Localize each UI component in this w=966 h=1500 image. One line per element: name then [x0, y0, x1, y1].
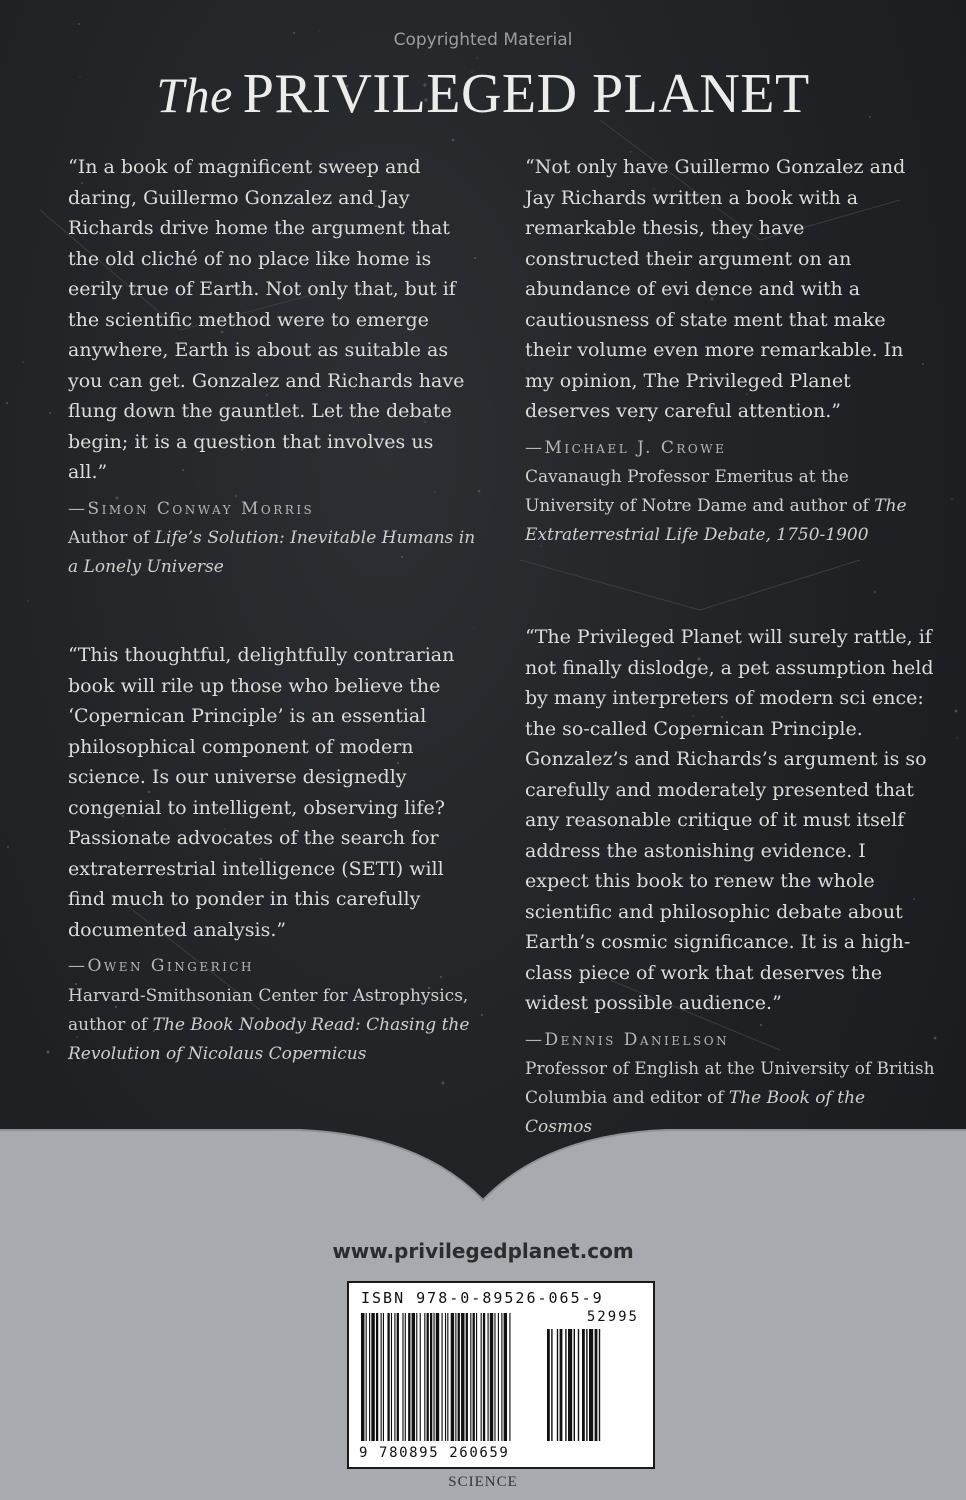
blurb-author: —Owen Gingerich: [68, 956, 255, 976]
barcode-bar: [376, 1313, 378, 1441]
barcode-bar: [447, 1313, 448, 1441]
barcode-bar: [381, 1313, 382, 1441]
barcode-bar: [494, 1313, 495, 1441]
blurb-gingerich: [68, 640, 478, 1069]
blurb-quote: “The Privileged Planet will surely rattle, if not finally dislodge, a pet assumption held by many interpreters of modern sci ence: the so-called Copernican Principle. Gonzalez’s and Richards’s argument is so carefully and moderately presented that any reasonable critique of it must itself address the astonishing evidence. I expect this book to renew the whole scientific and philosophic debate about Earth’s cosmic significance. It is a high-class piece of work that deserves the widest possible audience.”: [525, 626, 934, 1014]
barcode-bar: [397, 1313, 399, 1441]
price-bar: [565, 1329, 566, 1441]
barcode-bar: [445, 1313, 446, 1441]
price-bar: [557, 1329, 558, 1441]
barcode-bar: [442, 1313, 443, 1441]
barcode-bar: [433, 1313, 434, 1441]
barcode-bar: [466, 1313, 468, 1441]
blurb-quote: “Not only have Guillermo Gonzalez and Jay Richards written a book with a remarkable thesis, they have constructed their argument on an abundance of evi dence and with a cautiousness of state ment that make their volume even more remarkable. In my opinion, The Privileged Planet deserves very careful attention.”: [525, 156, 906, 422]
barcode-bar: [394, 1313, 395, 1441]
barcode-bar: [391, 1313, 392, 1441]
barcode-bar: [402, 1313, 403, 1441]
barcode-bar: [405, 1313, 406, 1441]
barcode-bar: [481, 1313, 482, 1441]
book-title-main: PRIVILEGED PLANET: [242, 63, 810, 125]
blurb-attribution: Author of Life’s Solution: Inevitable Humans in a Lonely Universe: [68, 528, 476, 577]
barcode-bars: [349, 1283, 653, 1467]
price-bar: [578, 1329, 579, 1441]
barcode-bar: [458, 1313, 460, 1441]
barcode-bar: [436, 1313, 439, 1441]
barcode-bar: [383, 1313, 384, 1441]
price-bar: [560, 1329, 563, 1441]
isbn-barcode: [347, 1281, 655, 1469]
barcode-bar: [470, 1313, 471, 1441]
blurb-danielson: [525, 622, 935, 1142]
barcode-bar: [509, 1313, 510, 1441]
website-url[interactable]: www.privilegedplanet.com: [332, 1239, 634, 1263]
barcode-bar: [476, 1313, 477, 1441]
barcode-bar: [387, 1313, 389, 1441]
barcode-bar: [369, 1313, 370, 1441]
barcode-bar: [461, 1313, 464, 1441]
publisher-mark: SCIENCE: [448, 1474, 518, 1490]
blurb-author: —Simon Conway Morris: [68, 498, 315, 519]
barcode-bar: [504, 1313, 507, 1441]
blurb-crowe: [525, 152, 925, 550]
barcode-bar: [501, 1313, 502, 1441]
blurb-attribution: Cavanaugh Professor Emeritus at the University of Notre Dame and author of The Extraterrestrial Life Debate, 1750-1900: [525, 467, 907, 545]
barcode-bar: [483, 1313, 485, 1441]
copyright-watermark: Copyrighted Material: [393, 30, 573, 50]
price-bar: [595, 1329, 598, 1441]
barcode-bar: [427, 1313, 429, 1441]
barcode-bar: [424, 1313, 425, 1441]
price-bar: [547, 1329, 550, 1441]
blurb-author: —Dennis Danielson: [525, 1029, 730, 1050]
blurb-conway-morris: [68, 152, 478, 582]
book-title-prefix: The: [156, 67, 233, 123]
price-bar: [568, 1329, 572, 1441]
barcode-bar: [455, 1313, 456, 1441]
blurb-attribution: Harvard-Smithsonian Center for Astrophysics, author of The Book Nobody Read: Chasing the Revolution of Nicolaus Copernicus: [68, 985, 470, 1064]
barcode-bar: [412, 1313, 415, 1441]
blurb-author: —Michael J. Crowe: [525, 437, 727, 458]
barcode-bar: [371, 1313, 374, 1441]
barcode-bar: [498, 1313, 499, 1441]
barcode-bar: [473, 1313, 475, 1441]
barcode-bar: [416, 1313, 417, 1441]
price-code: 52995: [586, 1309, 639, 1325]
barcode-bar: [488, 1313, 489, 1441]
price-bar: [551, 1329, 552, 1441]
barcode-bar: [451, 1313, 454, 1441]
barcode-bar: [420, 1313, 421, 1441]
price-bar: [586, 1329, 587, 1441]
blurb-quote: “In a book of magnificent sweep and daring, Guillermo Gonzalez and Jay Richards drive home the argument that the old cliché of no place like home is eerily true of Earth. Not only that, but if the scientific method were to emerge anywhere, Earth is about as suitable as you can get. Gonzalez and Richards have flung down the gauntlet. Let the debate begin; it is a question that involves us all.”: [68, 156, 465, 483]
ean-digits: 9 780895 260659: [359, 1445, 510, 1461]
barcode-bar: [490, 1313, 493, 1441]
barcode-bar: [408, 1313, 410, 1441]
price-bar: [582, 1329, 585, 1441]
barcode-bar: [366, 1313, 367, 1441]
barcode-bar: [430, 1313, 432, 1441]
book-title: [0, 62, 966, 126]
barcode-bar: [361, 1313, 364, 1441]
price-bar: [599, 1329, 600, 1441]
isbn-number: ISBN 978-0-89526-065-9: [361, 1289, 604, 1307]
price-bar: [589, 1329, 593, 1441]
price-bar: [574, 1329, 575, 1441]
blurb-quote: “This thoughtful, delightfully contrarian book will rile up those who believe the ‘Copernican Principle’ is an essential philosophical component of modern science. Is our universe designedly congenial to intelligent, observing life? Passionate advocates of the search for extraterrestrial intelligence (SETI) will find much to ponder in this carefully documented analysis.”: [68, 644, 455, 941]
blurb-attribution: Professor of English at the University of British Columbia and editor of The Book of the Cosmos: [525, 1059, 935, 1137]
